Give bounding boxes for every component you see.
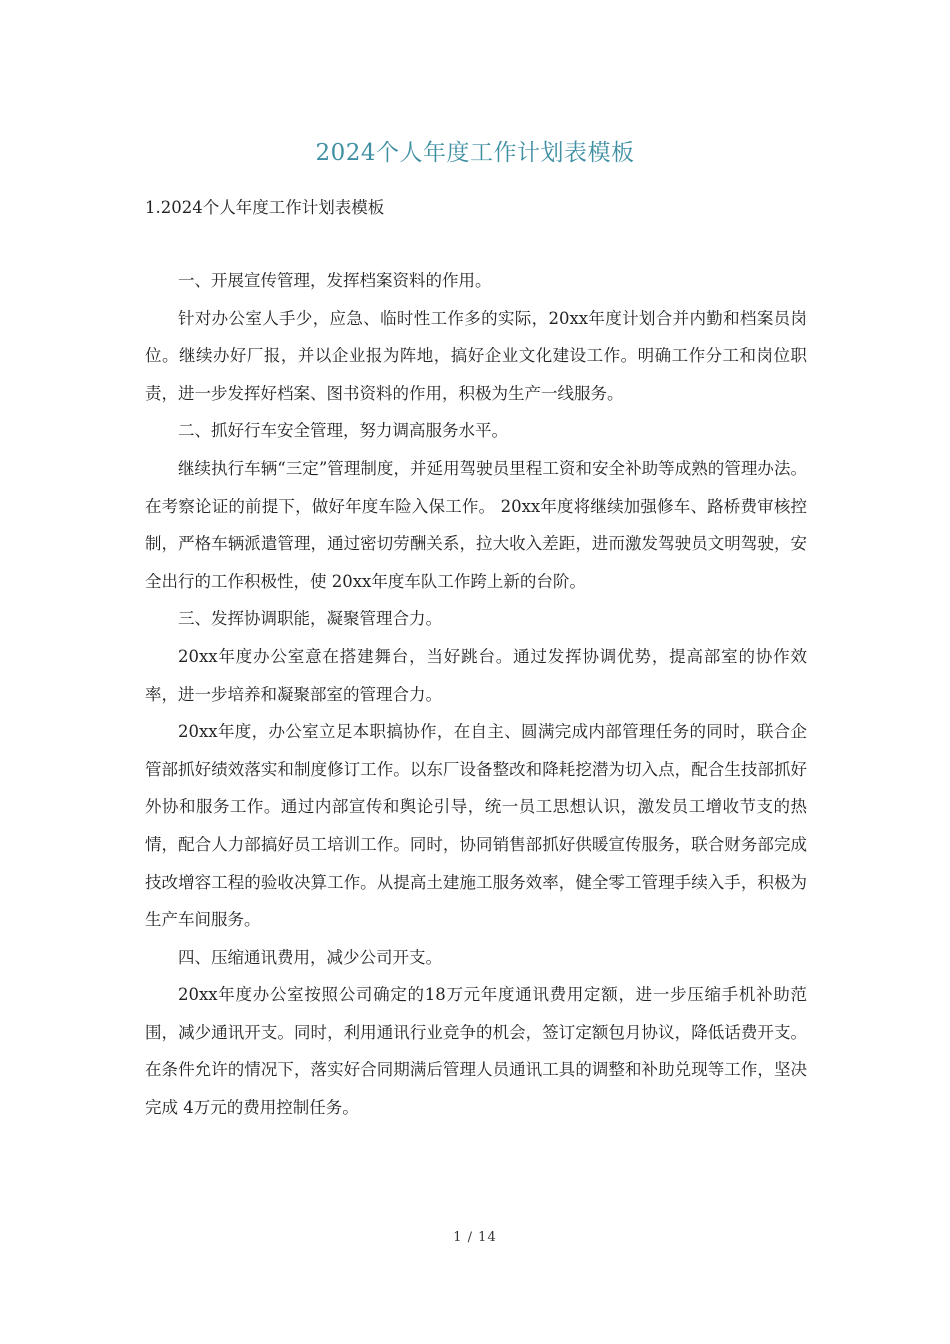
heading-4-communication-costs: 四、压缩通讯费用，减少公司开支。 bbox=[178, 947, 442, 967]
heading-3-coordination: 三、发挥协调职能，凝聚管理合力。 bbox=[178, 609, 442, 629]
page-number: 1 / 14 bbox=[453, 1230, 497, 1245]
heading-2-vehicle-safety: 二、抓好行车安全管理，努力调高服务水平。 bbox=[178, 421, 508, 441]
paragraph-1: 针对办公室人手少，应急、临时性工作多的实际，20xx年度计划合并内勤和档案员岗位。继续办好厂报，并以企业报为阵地，搞好企业文化建设工作。明确工作分工和岗位职责，进一步发挥好档案、图书资料的作用，积极为生产一线服务。 bbox=[145, 308, 807, 403]
paragraph-2: 继续执行车辆“三定”管理制度，并延用驾驶员里程工资和安全补助等成熟的管理办法。在考察论证的前提下，做好年度车险入保工作。 20xx年度将继续加强修车、路桥费审核控制，严格车辆派遣管理，通过密切劳酬关系，拉大收入差距，进而激发驾驶员文明驾驶，安全出行的工作积极性，使 20xx年度车队工作跨上新的台阶。 bbox=[145, 458, 807, 591]
document-body bbox=[145, 262, 807, 1127]
heading-1-publicity: 一、开展宣传管理，发挥档案资料的作用。 bbox=[178, 271, 492, 290]
paragraph-3a: 20xx年度办公室意在搭建舞台，当好跳台。通过发挥协调优势，提高部室的协作效率，进一步培养和凝聚部室的管理合力。 bbox=[145, 646, 807, 704]
paragraph-4: 20xx年度办公室按照公司确定的18万元年度通讯费用定额，进一步压缩手机补助范围，减少通讯开支。同时，利用通讯行业竞争的机会，签订定额包月协议，降低话费开支。在条件允许的情况下，落实好合同期满后管理人员通讯工具的调整和补助兑现等工作，坚决完成 4万元的费用控制任务。 bbox=[145, 985, 807, 1118]
section-heading: 1.2024个人年度工作计划表模板 bbox=[145, 198, 385, 217]
document-title: 2024个人年度工作计划表模板 bbox=[315, 140, 635, 166]
paragraph-3b: 20xx年度，办公室立足本职搞协作，在自主、圆满完成内部管理任务的同时，联合企管部抓好绩效落实和制度修订工作。以东厂设备整改和降耗挖潜为切入点，配合生技部抓好外协和服务工作。通过内部宣传和舆论引导，统一员工思想认识，激发员工增收节支的热情，配合人力部搞好员工培训工作。同时，协同销售部抓好供暖宣传服务，联合财务部完成技改增容工程的验收决算工作。从提高土建施工服务效率，健全零工管理手续入手，积极为生产车间服务。 bbox=[145, 722, 807, 930]
